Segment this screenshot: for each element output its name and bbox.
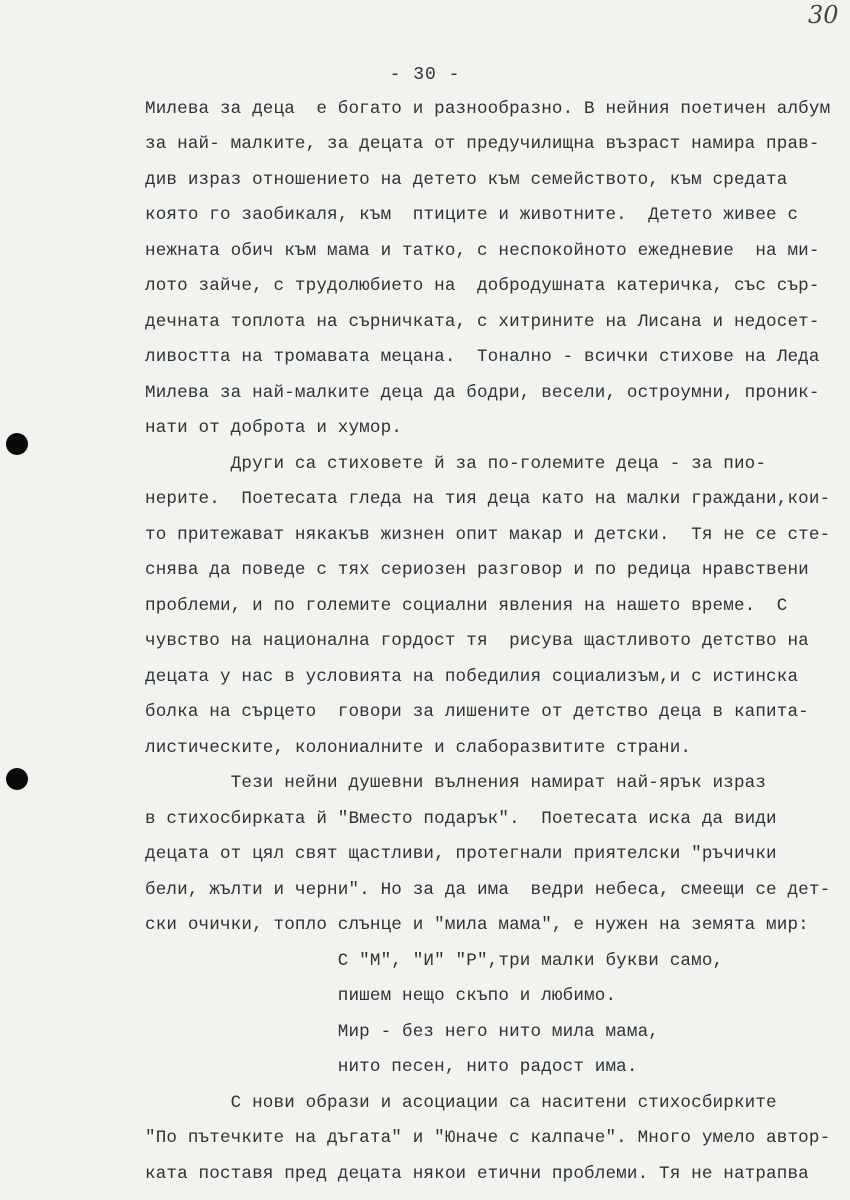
- text-line: бели, жълти и черни". Но за да има ведри небеса, смеещи се дет-: [145, 880, 831, 900]
- text-line: лото зайче, с трудолюбието на добродушната катеричка, със сър-: [145, 276, 820, 296]
- text-line: ски очички, топло слънце и "мила мама", е нужен на земята мир:: [145, 915, 809, 935]
- poem-line: нито песен, нито радост има.: [145, 1057, 638, 1077]
- text-line: то притежават някакъв жизнен опит макар и детски. Тя не се сте-: [145, 525, 831, 545]
- text-line: проблеми, и по големите социални явления на нашето време. С: [145, 596, 788, 616]
- text-line: в стихосбирката й "Вместо подарък". Поетесата иска да види: [145, 809, 777, 829]
- text-line: Тези нейни душевни вълнения намират най-ярък израз: [145, 773, 767, 793]
- text-line: болка на сърцето говори за лишените от детство деца в капита-: [145, 702, 809, 722]
- poem-line: пишем нещо скъпо и любимо.: [145, 986, 617, 1006]
- text-line: снява да поведе с тях сериозен разговор и по редица нравствени: [145, 560, 809, 580]
- text-line: "По пътечките на дъгата" и "Юначе с калпаче". Много умело автор-: [145, 1128, 831, 1148]
- text-line: чувство на национална гордост тя рисува щастливото детство на: [145, 631, 809, 651]
- text-line: която го заобикаля, към птиците и животните. Детето живее с: [145, 205, 799, 225]
- text-line: Милева за деца е богато и разнообразно. В нейния поетичен албум: [145, 99, 831, 119]
- text-line: нежната обич към мама и татко, с неспокойното ежедневие на ми-: [145, 241, 820, 261]
- text-line: децата у нас в условията на победилия социализъм,и с истинска: [145, 667, 799, 687]
- text-line: дечната топлота на сърничката, с хитрините на Лисана и недосет-: [145, 312, 820, 332]
- text-line: С нови образи и асоциации са наситени стихосбирките: [145, 1093, 777, 1113]
- page-number: - 30 -: [389, 65, 461, 85]
- text-line: нерите. Поетесата гледа на тия деца като на малки граждани,кои-: [145, 489, 831, 509]
- poem-line: С "М", "И" "Р",три малки букви само,: [145, 951, 724, 971]
- text-line: за най- малките, за децата от предучилищна възраст намира прав-: [145, 134, 820, 154]
- text-line: див израз отношението на детето към семейството, към средата: [145, 170, 788, 190]
- text-line: ливостта на тромавата мецана. Тонално - всички стихове на Леда: [145, 347, 820, 367]
- text-line: Милева за най-малките деца да бодри, весели, остроумни, проник-: [145, 383, 820, 403]
- poem-line: Мир - без него нито мила мама,: [145, 1022, 659, 1042]
- text-line: нати от доброта и хумор.: [145, 418, 402, 438]
- punch-hole-bottom: [6, 768, 28, 790]
- text-line: ката поставя пред децата някои етични проблеми. Тя не натрапва: [145, 1164, 809, 1184]
- text-line: листическите, колониалните и слаборазвитите страни.: [145, 738, 692, 758]
- text-line: Други са стиховете й за по-големите деца - за пио-: [145, 454, 767, 474]
- punch-hole-top: [6, 433, 28, 455]
- text-line: децата от цял свят щастливи, протегнали приятелски "ръчички: [145, 844, 777, 864]
- handwritten-page-number: 30: [808, 1, 839, 29]
